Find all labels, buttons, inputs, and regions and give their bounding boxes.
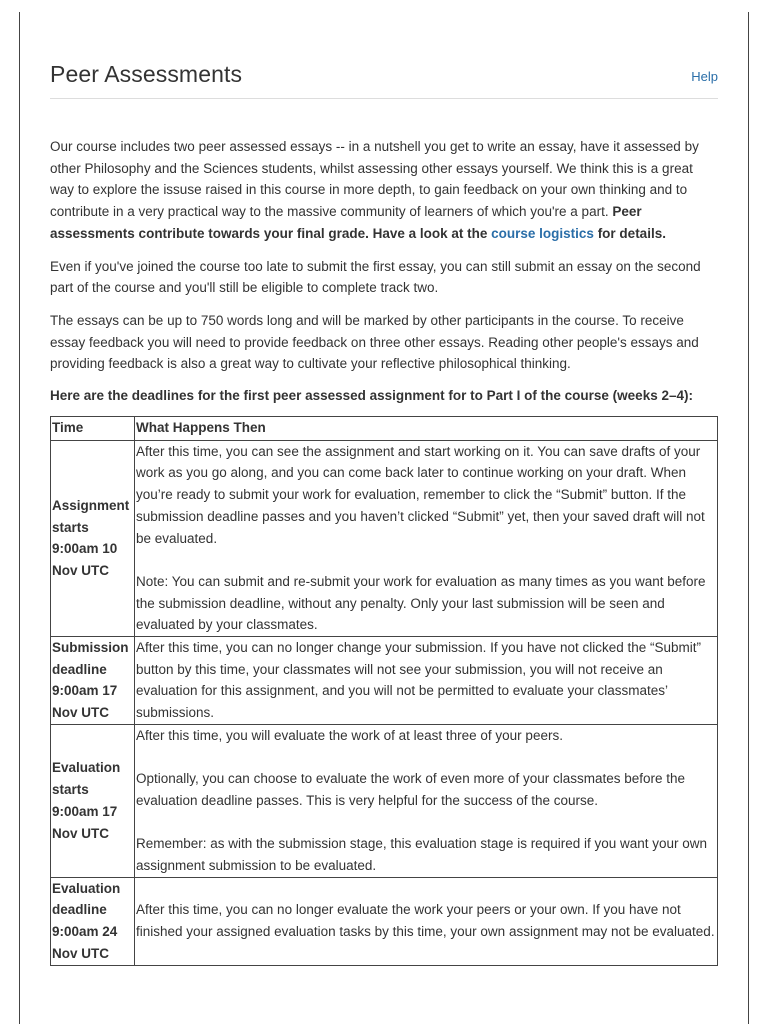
intro-text: Our course includes two peer assessed essays -- in a nutshell you get to write an essay, have it assessed by other Philosophy and the Sciences students, whilst assessing other essays yourself. We think this is a great way to explore the issuse raised in this course in more depth, to gain feedback on your own thinking and to contribute in a very practical way to the massive community of learners of which you're a part. — [50, 139, 699, 220]
frame-left-border — [19, 12, 20, 1024]
description-text: After this time, you can see the assignment and start working on it. You can save drafts of your work as you go along, and you can come back later to continue working on your draft. When you’re ready to submit your work for evaluation, remember to click the “Submit” button. If the submission deadline passes and you haven’t clicked “Submit” yet, then your saved draft will not be evaluated. — [136, 443, 705, 546]
column-header-time: Time — [51, 416, 135, 440]
table-header-row — [51, 416, 718, 440]
deadlines-heading: Here are the deadlines for the first peer assessed assignment for to Part I of the course (weeks 2–4): — [50, 388, 693, 404]
main-content — [50, 58, 718, 966]
time-cell: Evaluation deadline 9:00am 24 Nov UTC — [51, 877, 135, 965]
spacer — [136, 812, 716, 834]
description-text: After this time, you can no longer evaluate the work your peers or your own. If you have not finished your assigned evaluation tasks by this time, your own assignment may not be evaluated. — [136, 902, 715, 940]
description-text: After this time, you can no longer change your submission. If you have not clicked the “Submit” button by this time, your classmates will not see your submission, you will not receive an evaluation for this assignment, and you will not be permitted to evaluate your classmates’ submissions. — [136, 640, 702, 721]
table-row — [51, 637, 718, 725]
help-link[interactable]: Help — [691, 69, 718, 84]
table-row — [51, 440, 718, 636]
time-cell: Submission deadline 9:00am 17 Nov UTC — [51, 637, 135, 725]
description-text: Note: You can submit and re-submit your work for evaluation as many times as you want before the submission deadline, without any penalty. Only your last submission will be seen and evaluated by your classmates. — [136, 573, 706, 633]
table-row — [51, 724, 718, 877]
description-cell — [135, 440, 718, 636]
late-join-paragraph: Even if you've joined the course too late to submit the first essay, you can still submit an essay on the second part of the course and you'll still be eligible to complete track two. — [50, 258, 701, 296]
description-cell — [135, 877, 718, 965]
column-header-what: What Happens Then — [135, 416, 718, 440]
course-logistics-link[interactable] — [491, 226, 594, 241]
table-row — [51, 877, 718, 965]
spacer — [136, 549, 716, 571]
course-logistics-link-label: course logistics — [491, 225, 594, 241]
frame-right-border — [748, 12, 749, 1024]
description-text: After this time, you will evaluate the work of at least three of your peers. — [136, 727, 563, 743]
description-text: Remember: as with the submission stage, this evaluation stage is required if you want your own assignment submission to be evaluated. — [136, 836, 708, 874]
description-cell — [135, 637, 718, 725]
description-cell — [135, 724, 718, 877]
deadlines-table — [50, 416, 718, 966]
time-cell: Evaluation starts 9:00am 17 Nov UTC — [51, 724, 135, 877]
intro-paragraph — [50, 136, 718, 245]
page-title: Peer Assessments — [50, 61, 243, 87]
intro-bold-end: for details. — [593, 225, 666, 241]
intro-bold-text: Peer assessments contribute towards your final grade. Have a look at the — [50, 204, 642, 241]
spacer — [136, 747, 716, 769]
time-cell: Assignment starts 9:00am 10 Nov UTC — [51, 440, 135, 636]
essay-length-paragraph: The essays can be up to 750 words long and will be marked by other participants in the course. To receive essay feedback you will need to provide feedback on three other essays. Reading other people's essays and providing feedback is also a great way to cultivate your reflective philosophical thinking. — [50, 312, 699, 372]
description-text: Optionally, you can choose to evaluate the work of even more of your classmates before the evaluation deadline passes. This is very helpful for the success of the course. — [136, 771, 686, 808]
page-header — [50, 58, 718, 99]
